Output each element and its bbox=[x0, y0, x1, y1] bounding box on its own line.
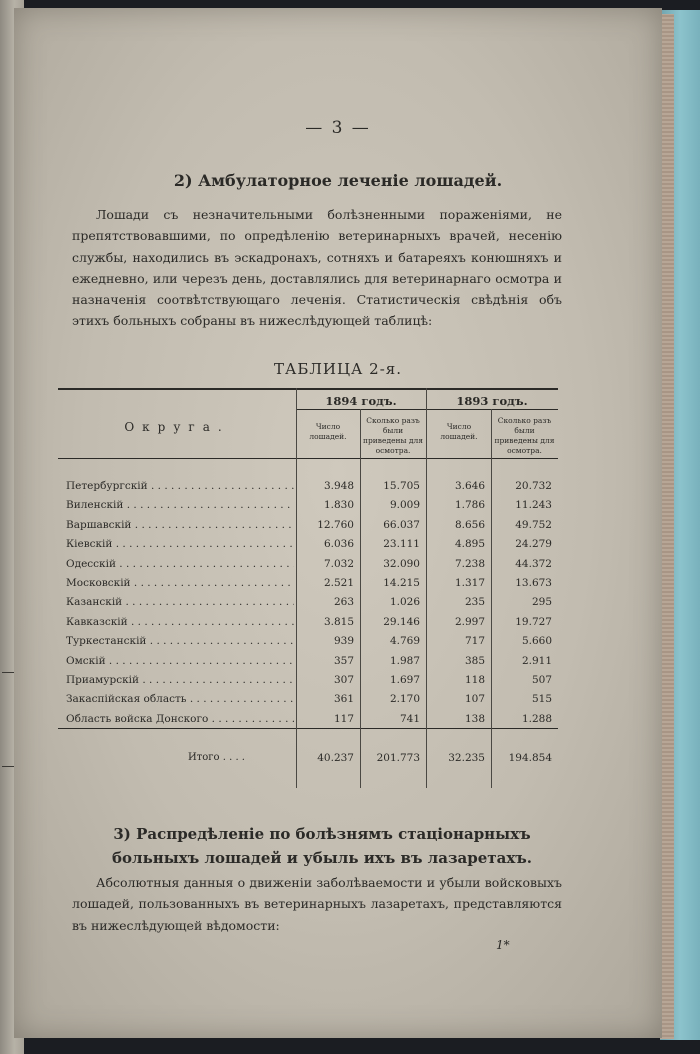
table-cell: 295 bbox=[531, 596, 552, 609]
header-visits-1894: Сколько разъ были приведены для осмотра. bbox=[363, 416, 423, 455]
table-cell: 939 bbox=[333, 635, 354, 648]
section-3-paragraph: Абсолютныя данныя о движеніи заболѣваемости и убыли войсковыхъ лошадей, пользованныхъ въ ветеринарныхъ лазаретахъ, представляются въ нижеслѣдующей вѣдомости: bbox=[72, 875, 562, 933]
table-cell: 13.673 bbox=[515, 577, 552, 589]
table-cell: 32.090 bbox=[383, 557, 420, 570]
table-cell: 515 bbox=[531, 693, 552, 706]
table-cell: 4.769 bbox=[389, 635, 420, 648]
table-cell: 6.036 bbox=[323, 538, 354, 551]
page-number: — 3 — bbox=[305, 118, 371, 138]
table-cell: 1.987 bbox=[389, 654, 420, 667]
table-cell: 2.170 bbox=[389, 693, 420, 706]
table-cell: 3.948 bbox=[323, 480, 354, 492]
table-cell: 2.911 bbox=[521, 654, 552, 667]
table-row-name: Омскій . . . bbox=[66, 655, 294, 667]
table-cell: 1.830 bbox=[323, 499, 354, 512]
table-row-name: Кавказскій . . . bbox=[66, 616, 294, 628]
total-cell: 40.237 bbox=[317, 752, 354, 764]
total-label: Итого . . . . bbox=[188, 752, 245, 763]
statistics-table bbox=[58, 388, 558, 788]
table-title: ТАБЛИЦА 2-я. bbox=[273, 360, 403, 378]
table-row-name: Приамурскій . . . bbox=[66, 674, 294, 686]
table-row-name: Закаспійская область . . . bbox=[66, 693, 294, 705]
section-2-paragraph: Лошади съ незначительными болѣзненными пораженіями, не препятствовавшими, по опредѣленію ветеринарныхъ врачей, несенію службы, находились въ эскадронахъ, сотняхъ и батареяхъ конюшняхъ и ежедневно, или черезъ день, доставлялись для ветеринарнаго осмотра и назначенія соотвѣтствующаго леченія. Статистическія свѣдѣнія объ этихъ больныхъ собраны въ нижеслѣдующей таблицѣ: bbox=[72, 207, 562, 329]
table-cell: 1.697 bbox=[389, 674, 420, 686]
header-okruga: Округа. bbox=[124, 420, 230, 434]
table-cell: 118 bbox=[464, 674, 485, 686]
table-cell: 1.317 bbox=[454, 577, 485, 589]
table-cell: 15.705 bbox=[383, 480, 420, 492]
table-cell: 5.660 bbox=[521, 635, 552, 648]
total-cell: 201.773 bbox=[376, 752, 420, 764]
table-cell: 14.215 bbox=[383, 577, 420, 589]
total-cell: 32.235 bbox=[448, 752, 485, 764]
table-cell: 4.895 bbox=[454, 538, 485, 551]
table-cell: 361 bbox=[333, 693, 354, 706]
header-visits-1893: Сколько разъ были приведены для осмотра. bbox=[494, 416, 555, 455]
table-cell: 3.815 bbox=[323, 615, 354, 628]
table-cell: 507 bbox=[531, 674, 552, 686]
table-cell: 1.026 bbox=[389, 596, 420, 609]
table-cell: 8.656 bbox=[454, 518, 485, 531]
table-cell: 7.032 bbox=[323, 557, 354, 570]
section-2-heading: 2) Амбулаторное леченіе лошадей. bbox=[173, 171, 503, 190]
table-row-name: Туркестанскій . . . bbox=[66, 635, 294, 647]
header-year-1893: 1893 годъ. bbox=[456, 394, 528, 408]
table-cell: 117 bbox=[333, 712, 354, 725]
table-cell: 20.732 bbox=[515, 480, 552, 492]
book-page bbox=[14, 8, 662, 1038]
table-cell: 19.727 bbox=[515, 615, 552, 628]
book-page-block-edge bbox=[660, 14, 674, 1039]
table-row-name: Одесскій . . . bbox=[66, 558, 294, 570]
table-row-name: Область войска Донского . . . bbox=[66, 713, 294, 725]
header-year-1894: 1894 годъ. bbox=[325, 394, 397, 408]
table-row-name: Кіевскій . . . bbox=[66, 538, 294, 550]
table-cell: 24.279 bbox=[515, 538, 552, 551]
table-header-rule bbox=[58, 458, 558, 459]
header-horse-count-1894: Число лошадей. bbox=[309, 422, 347, 441]
table-cell: 1.786 bbox=[454, 499, 485, 512]
section-3-heading: 3) Распредѣленіе по болѣзнямъ стаціонарныхъ больныхъ лошадей и убыль ихъ въ лазаретахъ. bbox=[112, 825, 532, 867]
table-cell: 235 bbox=[464, 596, 485, 609]
table-cell: 49.752 bbox=[515, 518, 552, 531]
table-row-name: Виленскій . . . bbox=[66, 499, 294, 511]
table-body-rule bbox=[58, 728, 558, 729]
table-cell: 138 bbox=[464, 712, 485, 725]
table-row-name: Московскій . . . bbox=[66, 577, 294, 589]
table-cell: 385 bbox=[464, 654, 485, 667]
table-cell: 107 bbox=[464, 693, 485, 706]
table-cell: 3.646 bbox=[454, 480, 485, 492]
table-row-name: Петербургскій . . . bbox=[66, 480, 294, 492]
header-horse-count-1893: Число лошадей. bbox=[440, 422, 478, 441]
table-cell: 66.037 bbox=[383, 518, 420, 531]
table-cell: 1.288 bbox=[521, 712, 552, 725]
total-cell: 194.854 bbox=[508, 752, 552, 764]
table-cell: 29.146 bbox=[383, 615, 420, 628]
table-year-rule bbox=[296, 409, 558, 410]
signature-mark: 1* bbox=[496, 938, 510, 952]
table-cell: 2.521 bbox=[323, 577, 354, 589]
table-cell: 23.111 bbox=[383, 538, 420, 551]
table-cell: 307 bbox=[333, 674, 354, 686]
table-cell: 717 bbox=[464, 635, 485, 648]
table-row-name: Варшавскій . . . bbox=[66, 519, 294, 531]
table-cell: 44.372 bbox=[515, 557, 552, 570]
table-cell: 9.009 bbox=[389, 499, 420, 512]
table-row-name: Казанскій . . . bbox=[66, 596, 294, 608]
table-cell: 357 bbox=[333, 654, 354, 667]
table-cell: 741 bbox=[399, 712, 420, 725]
table-cell: 12.760 bbox=[317, 518, 354, 531]
table-cell: 263 bbox=[333, 596, 354, 609]
table-cell: 11.243 bbox=[515, 499, 552, 512]
table-cell: 7.238 bbox=[454, 557, 485, 570]
column-divider bbox=[296, 388, 297, 788]
column-divider bbox=[426, 388, 427, 788]
table-top-rule bbox=[58, 388, 558, 390]
table-cell: 2.997 bbox=[454, 615, 485, 628]
